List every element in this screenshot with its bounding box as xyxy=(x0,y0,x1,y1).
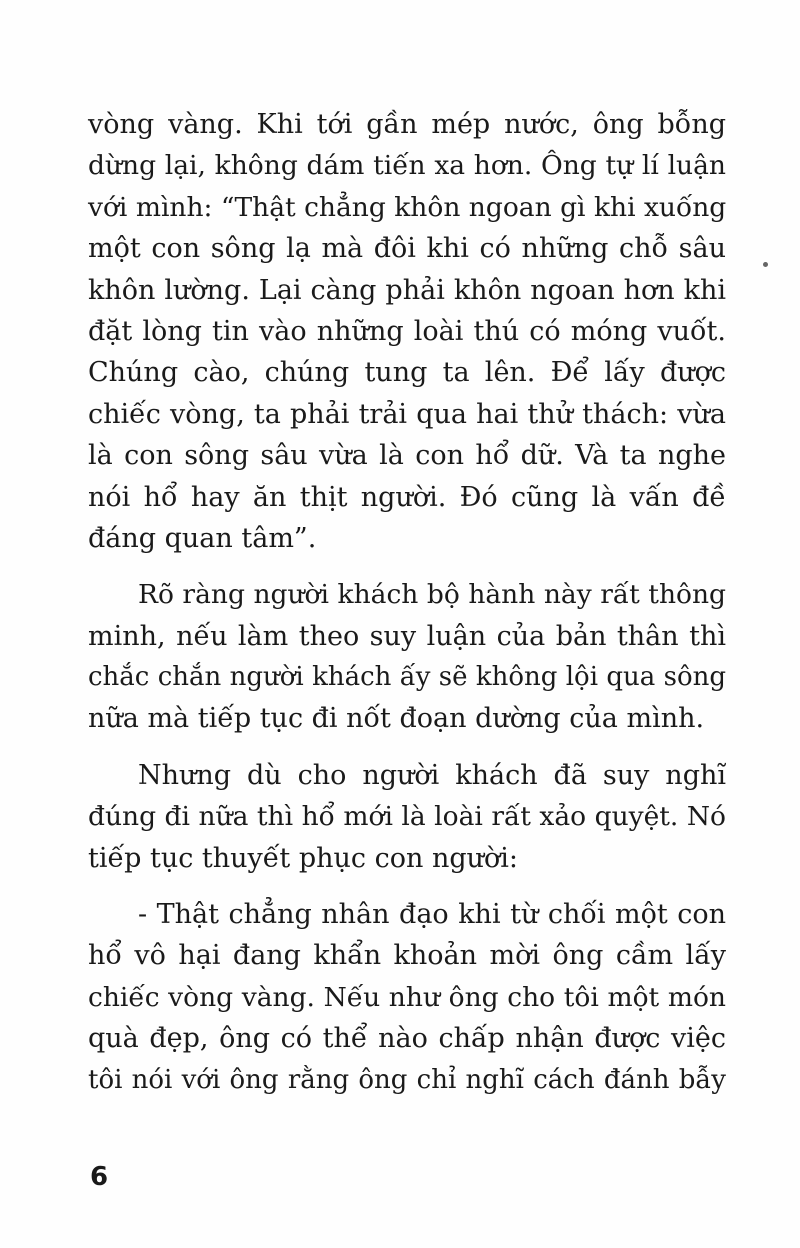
paragraph-2 xyxy=(88,574,726,740)
text-line: đáng quan tâm”. xyxy=(88,522,317,554)
text-line: tiếp tục thuyết phục con người: xyxy=(88,842,518,874)
text-line: tôi nói với ông rằng ông chỉ nghĩ cách đánh bẫy xyxy=(88,1064,726,1095)
text-line: chiếc vòng vàng. Nếu như ông cho tôi một món xyxy=(88,981,726,1013)
text-line: đúng đi nữa thì hổ mới là loài rất xảo quyệt. Nó xyxy=(88,801,726,833)
paragraph-3 xyxy=(88,755,726,879)
paragraph-4 xyxy=(88,894,726,1101)
text-line: quà đẹp, ông có thể nào chấp nhận được việc xyxy=(88,1023,726,1055)
text-line: - Thật chẳng nhân đạo khi từ chối một con xyxy=(138,899,726,931)
text-line: khôn lường. Lại càng phải khôn ngoan hơn khi xyxy=(88,274,726,306)
text-line: là con sông sâu vừa là con hổ dữ. Và ta nghe xyxy=(88,440,726,472)
text-line: minh, nếu làm theo suy luận của bản thân thì xyxy=(88,620,726,652)
text-line: Nhưng dù cho người khách đã suy nghĩ xyxy=(138,759,726,791)
text-line: nói hổ hay ăn thịt người. Đó cũng là vấn đề xyxy=(88,481,726,513)
text-line: đặt lòng tin vào những loài thú có móng vuốt. xyxy=(88,315,726,347)
paper-speck xyxy=(763,262,768,267)
text-line: dừng lại, không dám tiến xa hơn. Ông tự lí luận xyxy=(88,150,726,182)
body-text xyxy=(88,104,726,1116)
paragraph-1 xyxy=(88,104,726,559)
text-line: chiếc vòng, ta phải trải qua hai thử thách: vừa xyxy=(88,398,726,430)
text-line: với mình: “Thật chẳng khôn ngoan gì khi xuống xyxy=(88,191,727,223)
text-line: vòng vàng. Khi tới gần mép nước, ông bỗng xyxy=(88,109,726,140)
text-line: nữa mà tiếp tục đi nốt đoạn dường của mình. xyxy=(88,703,705,735)
text-line: hổ vô hại đang khẩn khoản mời ông cầm lấy xyxy=(88,940,726,972)
page-number: 6 xyxy=(90,1162,109,1192)
text-line: chắc chắn người khách ấy sẽ không lội qua sông xyxy=(88,662,726,693)
text-line: một con sông lạ mà đôi khi có những chỗ sâu xyxy=(88,233,726,265)
text-line: Rõ ràng người khách bộ hành này rất thông xyxy=(138,579,726,611)
text-line: Chúng cào, chúng tung ta lên. Để lấy được xyxy=(88,357,726,389)
